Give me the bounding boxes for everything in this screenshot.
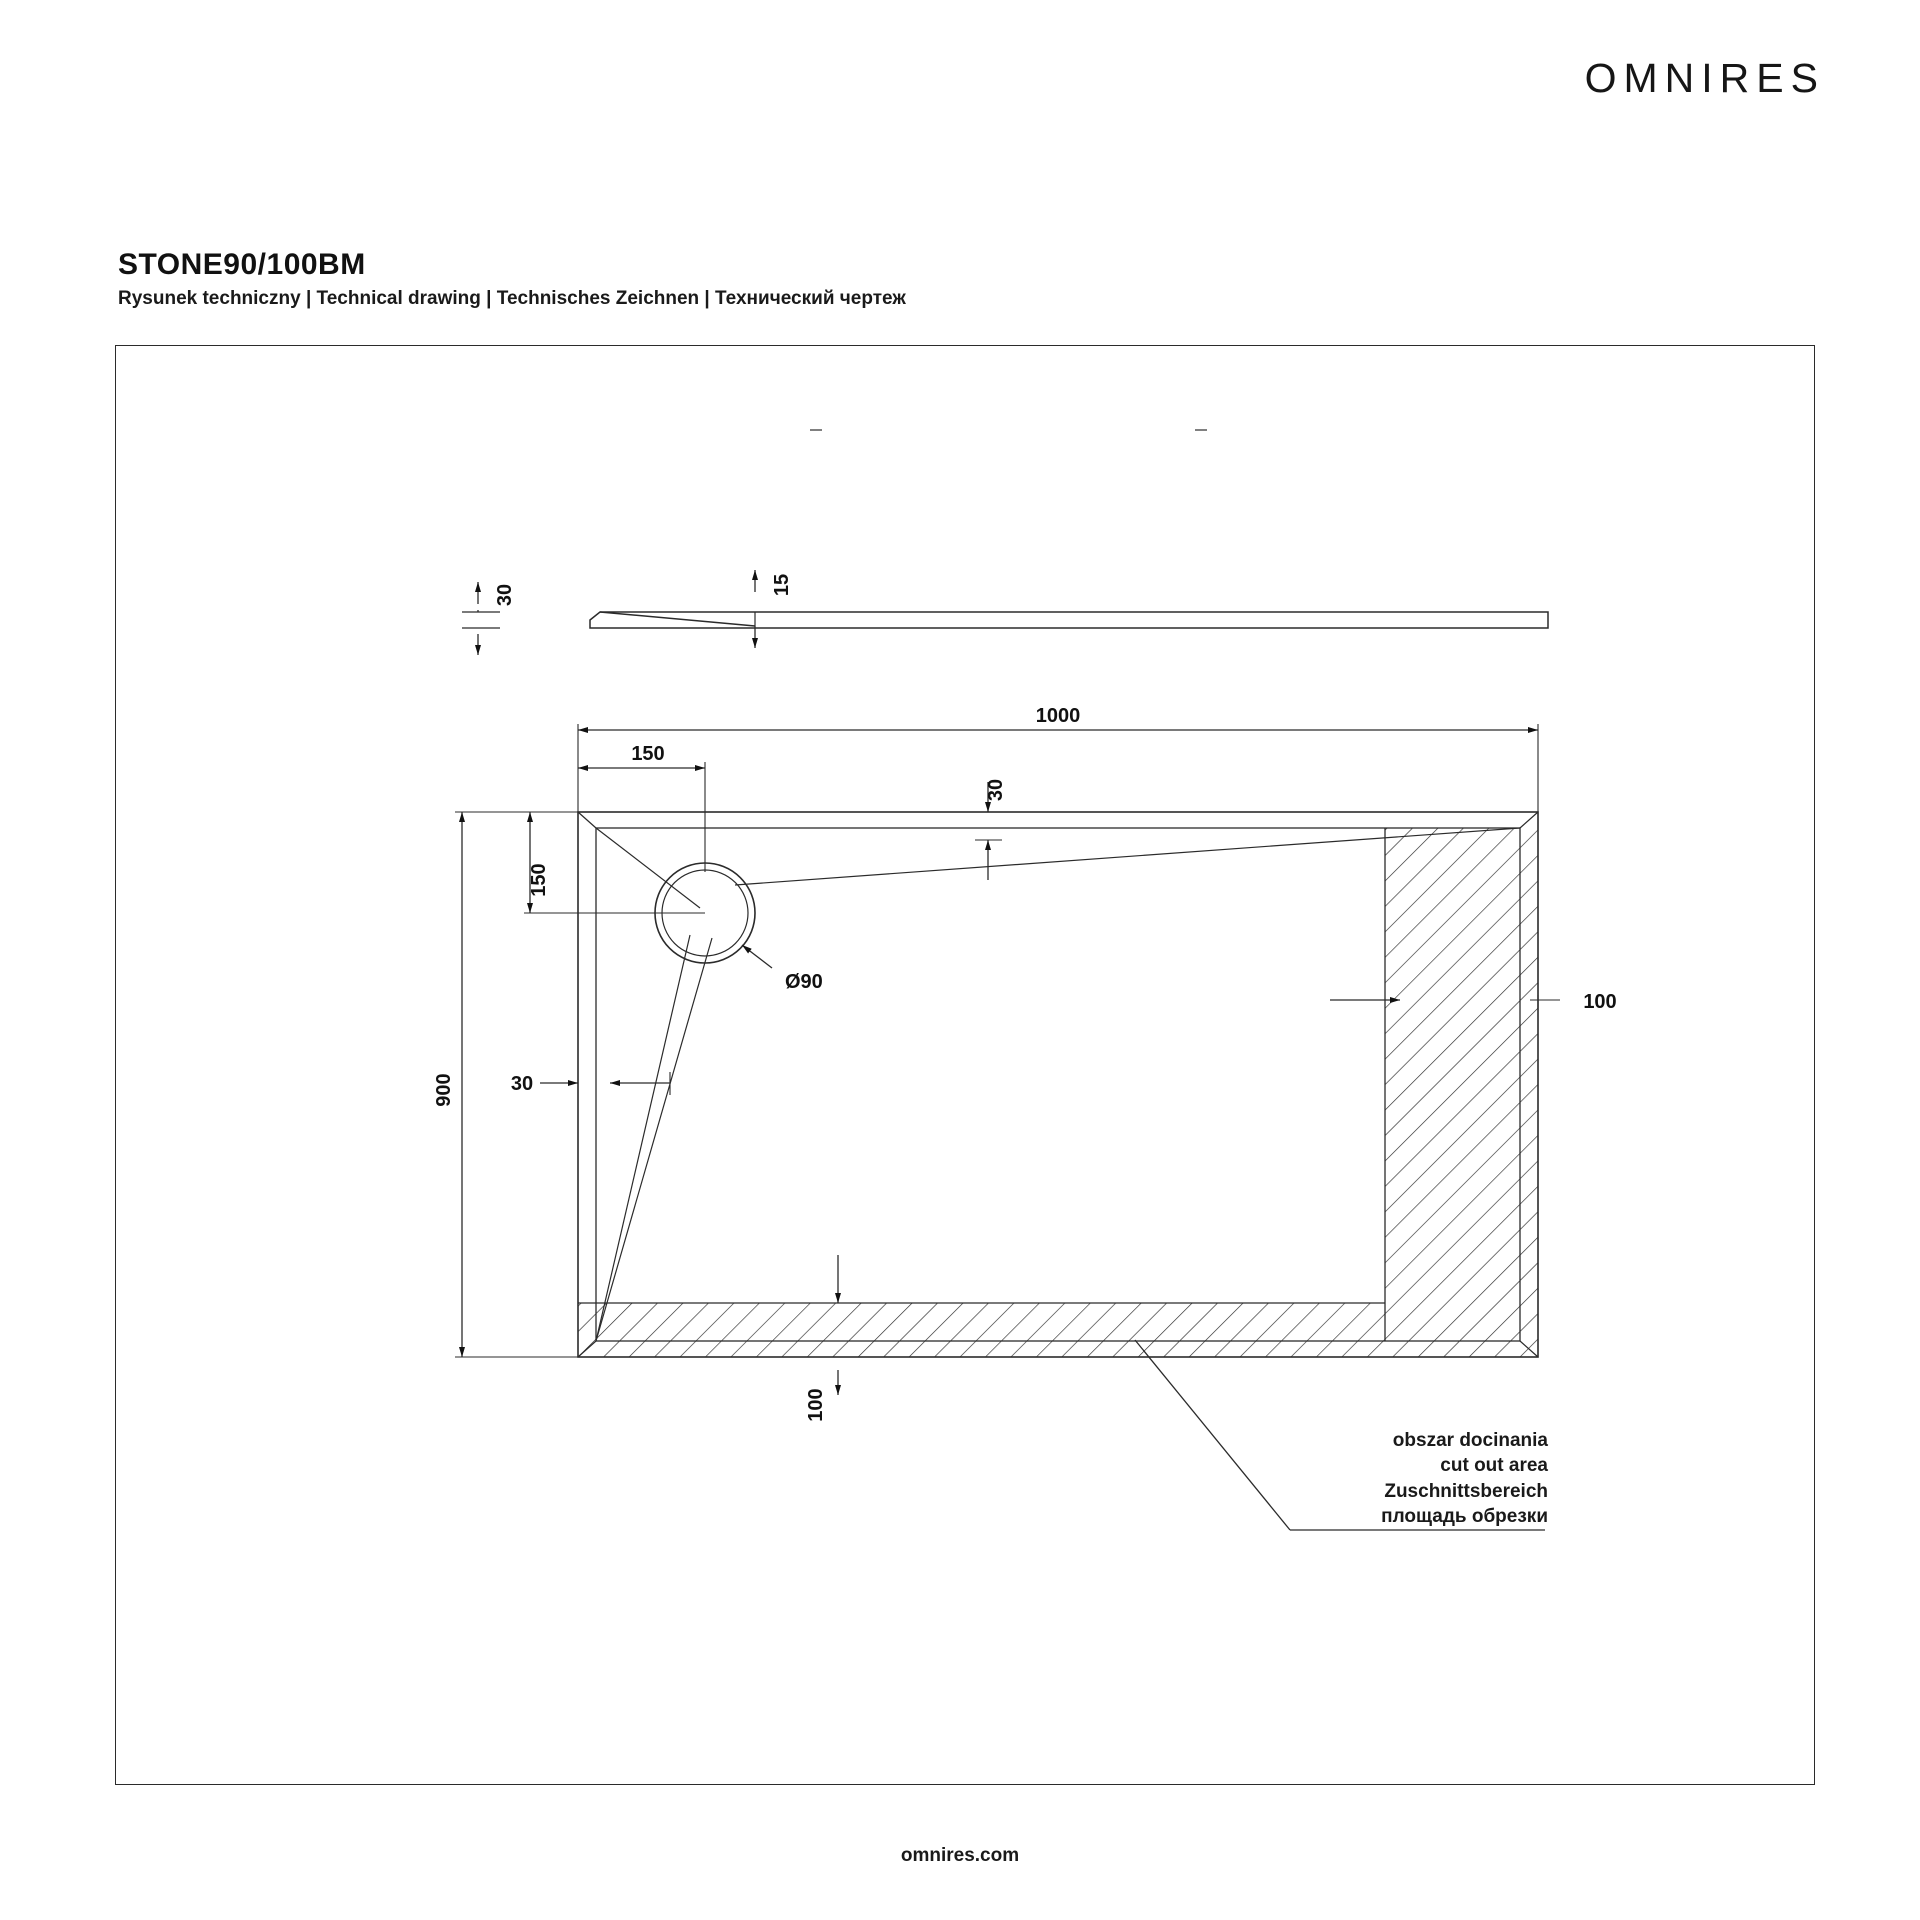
dim-label-profile-15: 15 xyxy=(771,573,793,597)
legend-line-de: Zuschnittsbereich xyxy=(1384,1480,1548,1502)
dim-label-bottom-cut-100: 100 xyxy=(805,1388,827,1422)
dim-label-width-1000: 1000 xyxy=(1035,705,1081,727)
footer-website: omnires.com xyxy=(900,1845,1020,1866)
drawing-frame xyxy=(115,345,1815,1785)
legend-line-en: cut out area xyxy=(1440,1455,1548,1477)
title-block xyxy=(118,248,906,310)
dim-label-drain-x-150: 150 xyxy=(631,743,665,765)
brand-logo: OMNIRES xyxy=(1584,55,1825,101)
legend-line-pl: obszar docinania xyxy=(1392,1430,1548,1451)
dim-label-left-band-30: 30 xyxy=(510,1073,534,1095)
dim-label-drain-diameter: Ø90 xyxy=(785,971,823,993)
dim-label-top-band-30: 30 xyxy=(985,778,1007,802)
page-subtitle: Rysunek techniczny | Technical drawing | Technisches Zeichnen | Технический чертеж xyxy=(118,288,906,309)
dim-label-profile-30: 30 xyxy=(494,583,516,607)
legend-line-ru: площадь обрезки xyxy=(1381,1505,1548,1527)
dim-label-right-cut-100: 100 xyxy=(1583,991,1617,1013)
cut-out-area-legend xyxy=(1381,1428,1548,1529)
page-title: STONE90/100BM xyxy=(118,248,366,281)
dim-label-depth-900: 900 xyxy=(433,1073,455,1107)
dim-label-drain-y-150: 150 xyxy=(528,863,550,897)
